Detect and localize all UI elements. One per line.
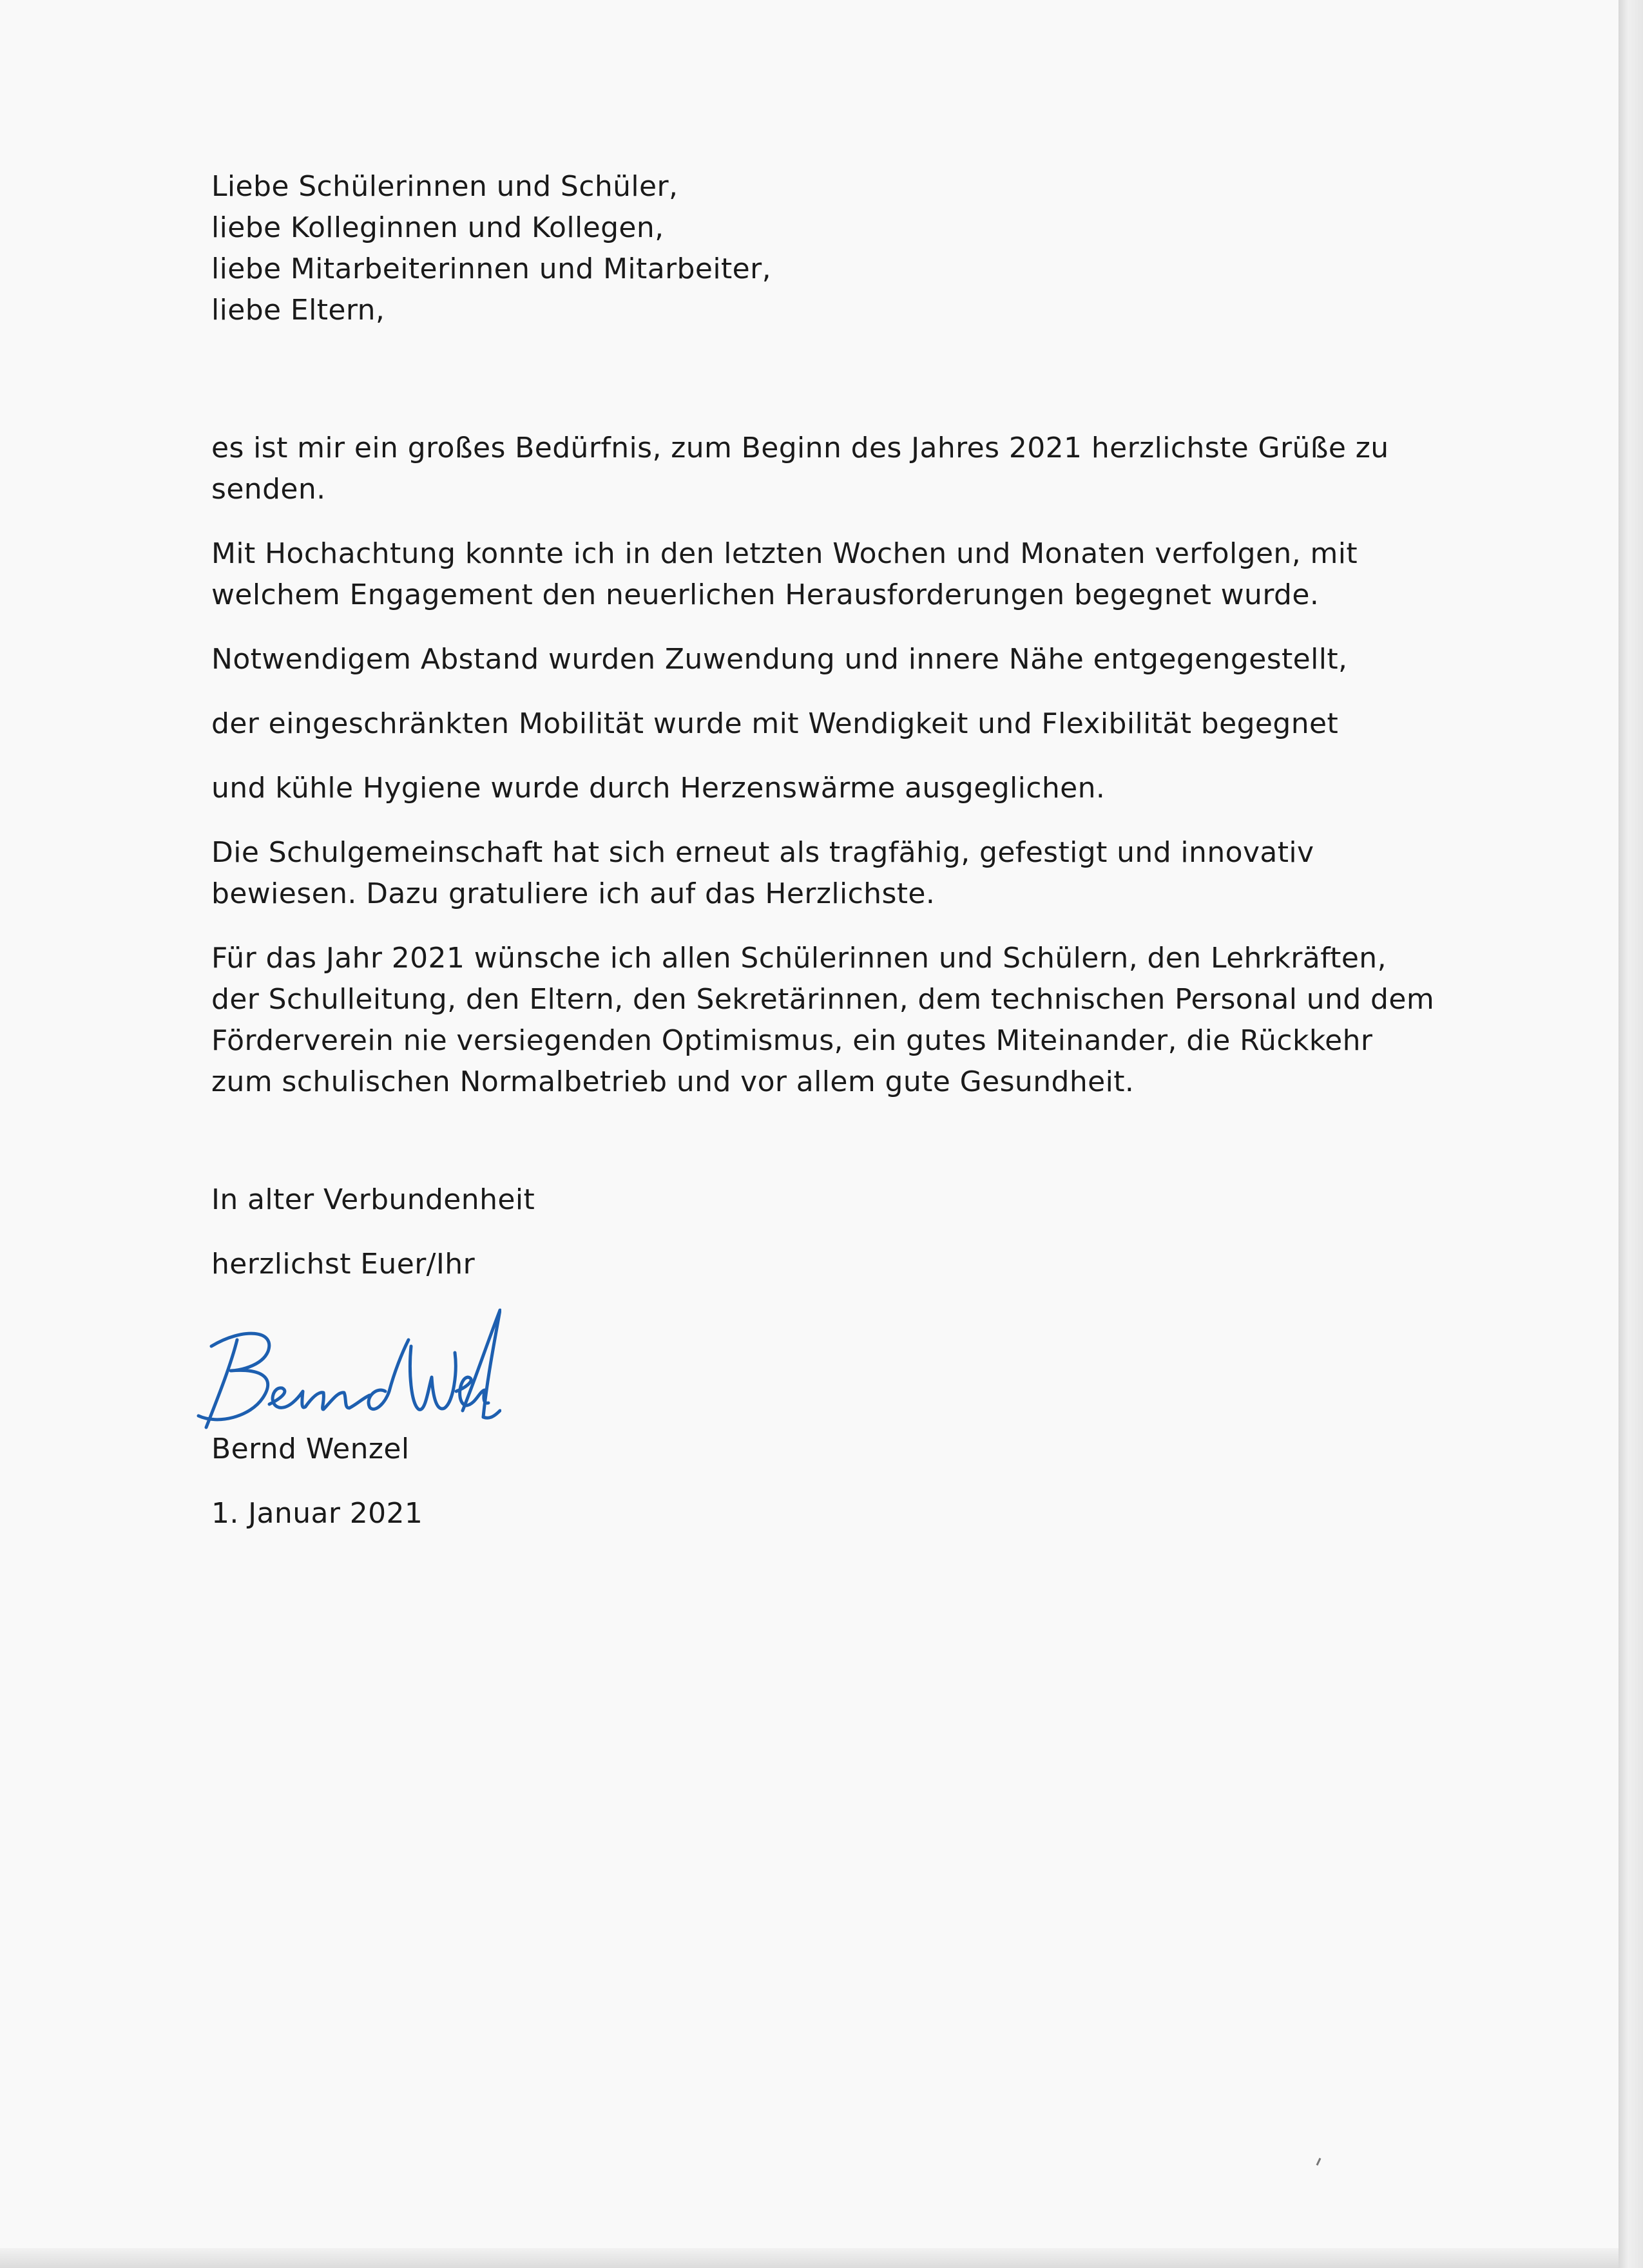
closing-block xyxy=(211,1179,535,1308)
signer-block xyxy=(211,1429,423,1558)
salutation-line: liebe Kolleginnen und Kollegen, xyxy=(211,211,664,244)
closing-line-1 xyxy=(211,1179,535,1221)
paragraph-community xyxy=(211,832,1434,915)
salutation-block xyxy=(211,166,771,331)
letter-date: 1. Januar 2021 xyxy=(211,1497,423,1530)
paragraph-wishes xyxy=(211,938,1434,1103)
body-line: senden. xyxy=(211,473,326,506)
paragraph-mobility xyxy=(211,703,1434,745)
salutation-line: liebe Eltern, xyxy=(211,294,385,327)
letter-body xyxy=(211,428,1434,1126)
body-line: Förderverein nie versiegenden Optimismus, ein gutes Miteinander, die Rückkehr xyxy=(211,1024,1373,1057)
paragraph-respect xyxy=(211,533,1434,616)
body-line: Notwendigem Abstand wurden Zuwendung und innere Nähe entgegengestellt, xyxy=(211,643,1348,676)
body-line: der Schulleitung, den Eltern, den Sekretärinnen, dem technischen Personal und dem xyxy=(211,983,1435,1016)
date-row xyxy=(211,1493,423,1534)
body-line: zum schulischen Normalbetrieb und vor allem gute Gesundheit. xyxy=(211,1065,1135,1098)
handwritten-signature xyxy=(192,1301,501,1436)
signer-name: Bernd Wenzel xyxy=(211,1433,410,1465)
body-line: Für das Jahr 2021 wünsche ich allen Schülerinnen und Schülern, den Lehrkräften, xyxy=(211,942,1387,975)
paragraph-hygiene xyxy=(211,768,1434,809)
body-line: Mit Hochachtung konnte ich in den letzten Wochen und Monaten verfolgen, mit xyxy=(211,537,1358,570)
body-line: und kühle Hygiene wurde durch Herzenswärme ausgeglichen. xyxy=(211,772,1106,805)
body-line: Die Schulgemeinschaft hat sich erneut als tragfähig, gefestigt und innovativ xyxy=(211,836,1314,869)
body-line: der eingeschränkten Mobilität wurde mit Wendigkeit und Flexibilität begegnet xyxy=(211,707,1339,740)
salutation-line: liebe Mitarbeiterinnen und Mitarbeiter, xyxy=(211,253,771,285)
body-line: es ist mir ein großes Bedürfnis, zum Beginn des Jahres 2021 herzlichste Grüße zu xyxy=(211,432,1389,464)
paper-speck xyxy=(1316,2158,1321,2166)
salutation-line: Liebe Schülerinnen und Schüler, xyxy=(211,170,678,203)
page-edge-right xyxy=(1619,0,1643,2268)
signer-name-row xyxy=(211,1429,423,1470)
closing-text: herzlichst Euer/Ihr xyxy=(211,1248,476,1281)
closing-line-2 xyxy=(211,1244,535,1285)
body-line: welchem Engagement den neuerlichen Herausforderungen begegnet wurde. xyxy=(211,578,1320,611)
page-edge-bottom xyxy=(0,2248,1619,2268)
body-line: bewiesen. Dazu gratuliere ich auf das Herzlichste. xyxy=(211,877,936,910)
paragraph-greetings xyxy=(211,428,1434,510)
paragraph-distance xyxy=(211,639,1434,680)
closing-text: In alter Verbundenheit xyxy=(211,1183,535,1216)
